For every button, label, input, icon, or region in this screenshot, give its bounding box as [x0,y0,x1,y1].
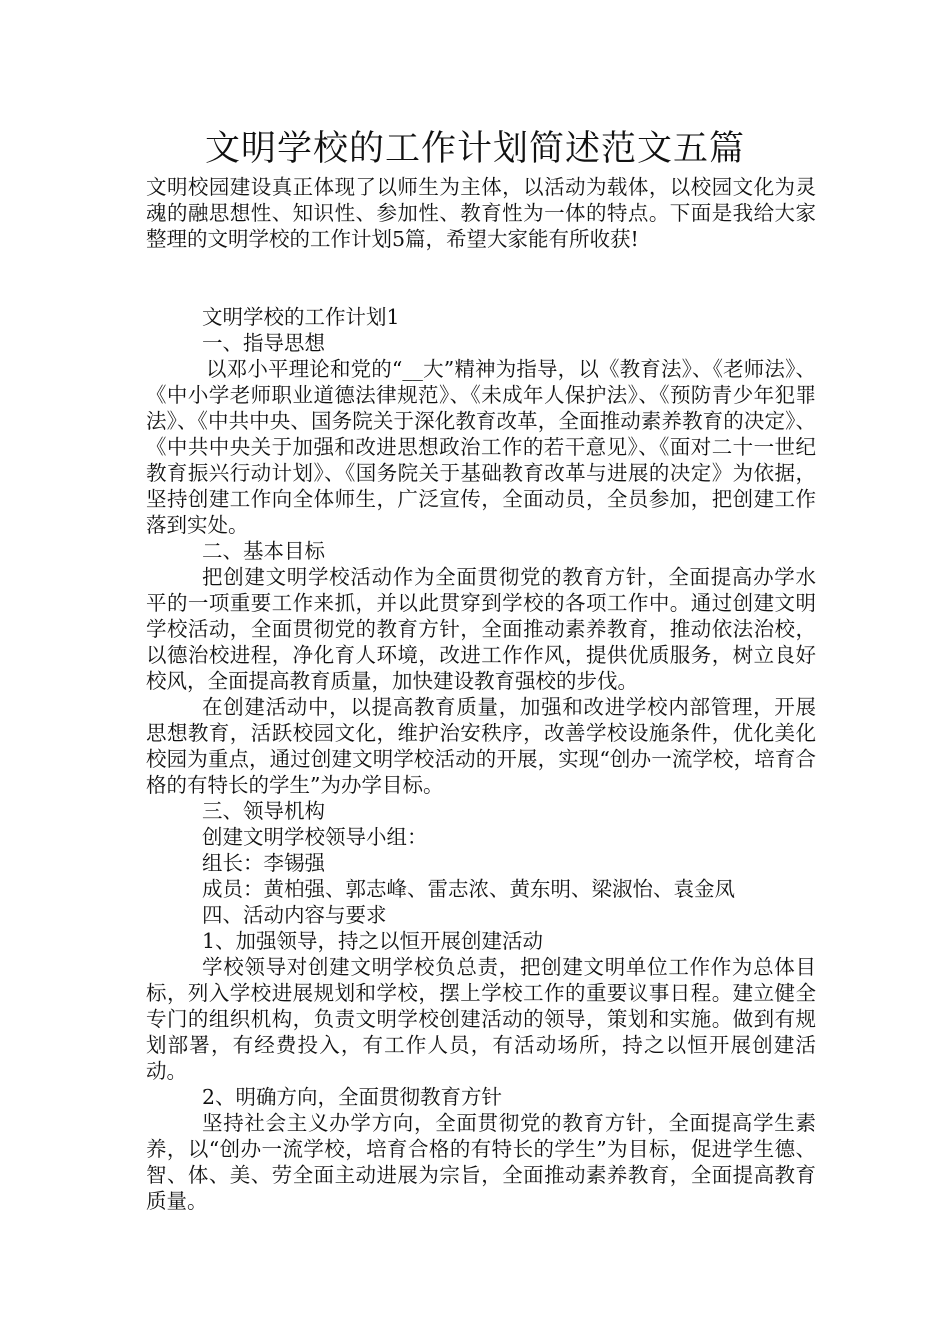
paragraph-clear-direction: 坚持社会主义办学方向，全面贯彻党的教育方针，全面提高学生素养，以“创办一流学校，培育合格的有特长的学生”为目标，促进学生德、智、体、美、劳全面主动进展为宗旨，全面推动素养教育，全面提高教育质量。 [146,1111,816,1213]
subheading-strengthen-leadership: 1、加强领导，持之以恒开展创建活动 [202,929,544,953]
paragraph-guiding-thought: 以邓小平理论和党的“__大”精神为指导，以《教育法》、《老师法》、《中小学老师职业道德法律规范》、《未成年人保护法》、《预防青少年犯罪法》、《中共中央、国务院关于深化教育改革，全面推动素养教育的决定》、《中共中央关于加强和改进思想政治工作的若干意见》、《面对二十一世纪教育振兴行动计划》、《国务院关于基础教育改革与进展的决定》为依据，坚持创建工作向全体师生，广泛宣传，全面动员，全员参加，把创建工作落到实处。 [146,357,816,537]
paragraph-gap [146,252,816,304]
paragraph-strengthen-leadership: 学校领导对创建文明学校负总责，把创建文明单位工作作为总体目标，列入学校进展规划和学校，摆上学校工作的重要议事日程。建立健全专门的组织机构，负责文明学校创建活动的领导，策划和实施。做到有规划部署，有经费投入，有工作人员，有活动场所，持之以恒开展创建活动。 [146,955,816,1083]
intro-paragraph: 文明校园建设真正体现了以师生为主体，以活动为载体，以校园文化为灵魂的融思想性、知识性、参加性、教育性为一体的特点。下面是我给大家整理的文明学校的工作计划5篇，希望大家能有所收获! [146,175,816,251]
heading-leadership: 三、领导机构 [202,799,325,823]
heading-basic-goal: 二、基本目标 [202,539,325,563]
leadership-leader: 组长：李锡强 [202,851,325,875]
leadership-group-label: 创建文明学校领导小组： [202,825,428,849]
document-body [146,174,816,1214]
heading-activity-content: 四、活动内容与要求 [202,903,387,927]
document-title: 文明学校的工作计划简述范文五篇 [204,129,745,169]
leadership-members: 成员：黄柏强、郭志峰、雷志浓、黄东明、梁淑怡、袁金凤 [202,877,735,901]
paragraph-creation-activity: 在创建活动中，以提高教育质量，加强和改进学校内部管理，开展思想教育，活跃校园文化，维护治安秩序，改善学校设施条件，优化美化校园为重点，通过创建文明学校活动的开展，实现“创办一流学校，培育合格的有特长的学生”为办学目标。 [146,695,816,797]
section-heading: 文明学校的工作计划1 [202,305,400,329]
heading-guiding-thought: 一、指导思想 [202,331,325,355]
paragraph-basic-goal: 把创建文明学校活动作为全面贯彻党的教育方针，全面提高办学水平的一项重要工作来抓，并以此贯穿到学校的各项工作中。通过创建文明学校活动，全面贯彻党的教育方针，全面推动素养教育，推动依法治校，以德治校进程，净化育人环境，改进工作作风，提供优质服务，树立良好校风，全面提高教育质量，加快建设教育强校的步伐。 [146,565,816,693]
subheading-clear-direction: 2、明确方向，全面贯彻教育方针 [202,1085,503,1109]
